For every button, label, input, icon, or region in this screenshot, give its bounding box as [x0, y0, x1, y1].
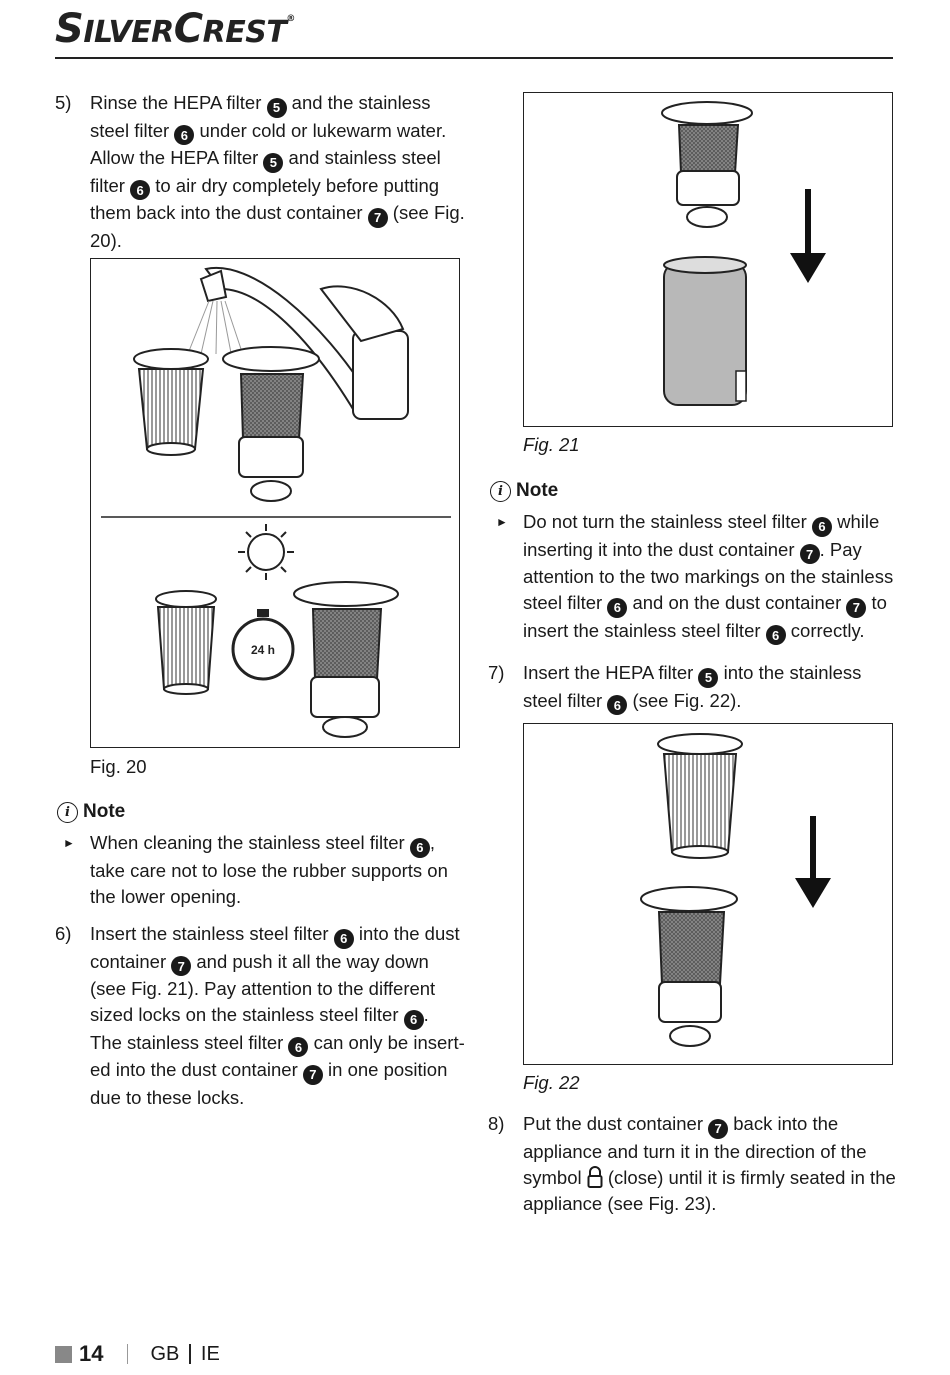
brand-letter: S [55, 6, 84, 52]
timer-label: 24 h [250, 643, 276, 657]
step-text: Put the dust container 7 back into the appliance and turn it in the direction of the symbol (close) until it is firmly seated in the appliance (see Fig. 23). [523, 1113, 896, 1214]
part-number-badge: 7 [708, 1119, 728, 1139]
step-5 [55, 90, 465, 254]
page-number: 14 [79, 1341, 104, 1366]
part-number-badge: 7 [303, 1065, 323, 1085]
brand-letter: C [173, 6, 203, 52]
part-number-badge: 6 [410, 838, 430, 858]
brand-letters: ILVER [83, 15, 174, 50]
part-number-badge: 7 [846, 598, 866, 618]
step-number: 8) [488, 1113, 505, 1134]
step-number: 7) [488, 662, 505, 683]
header-divider [55, 57, 893, 59]
info-icon: i [490, 481, 511, 502]
note-bullet [55, 830, 465, 910]
part-number-badge: 6 [812, 517, 832, 537]
footer-divider [127, 1344, 128, 1364]
triangle-bullet-icon: ► [63, 836, 75, 850]
registered-mark: ® [286, 14, 295, 24]
fig21-caption: Fig. 21 [523, 434, 580, 455]
step-number: 5) [55, 92, 72, 113]
part-number-badge: 7 [171, 956, 191, 976]
part-number-badge: 6 [766, 625, 786, 645]
brand-letters: REST [202, 15, 287, 50]
note-bullet [488, 509, 898, 645]
part-number-badge: 5 [263, 153, 283, 173]
step-text: Rinse the HEPA filter 5 and the stainless steel filter 6 under cold or lukewarm water. Allow the HEPA filter 5 and stainless steel filter 6 to air dry completely before putting them back into the dust container 7 (see Fig. 20). [90, 92, 465, 251]
note-heading [490, 480, 558, 502]
fig22-caption: Fig. 22 [523, 1072, 580, 1093]
arrow-down-icon [795, 816, 831, 908]
lock-icon [587, 1166, 603, 1188]
stopwatch-icon [233, 609, 293, 679]
part-number-badge: 5 [267, 98, 287, 118]
bullet-text: Do not turn the stainless steel filter 6 while inserting it into the dust container 7 . Pay attention to the two markings on the stainless steel filter 6 and on the dust container 7 to insert the stainless steel filter 6 correctly. [523, 509, 898, 645]
figure-21 [523, 92, 893, 427]
note-title: Note [516, 480, 559, 501]
step-7 [488, 660, 898, 715]
step-8 [488, 1111, 898, 1217]
hepa-filter-wet [134, 349, 208, 455]
part-number-badge: 7 [800, 544, 820, 564]
part-number-badge: 6 [288, 1037, 308, 1057]
faucet-drawing [201, 268, 408, 419]
figure-20 [90, 258, 460, 748]
step-text: Insert the HEPA filter 5 into the stainless steel filter 6 (see Fig. 22). [523, 660, 898, 715]
info-icon: i [57, 802, 78, 823]
steel-filter-wet [223, 347, 319, 501]
language-code: IE [200, 1342, 220, 1365]
part-number-badge: 6 [174, 125, 194, 145]
part-number-badge: 5 [698, 668, 718, 688]
figure-22 [523, 723, 893, 1065]
sun-icon [238, 524, 294, 580]
note-heading [57, 801, 125, 823]
steel-filter-drawing [641, 887, 737, 1046]
language-code: GB [150, 1342, 180, 1365]
step-6 [55, 921, 465, 1111]
brand-logo [55, 6, 295, 52]
footer-square [55, 1346, 72, 1363]
arrow-down-icon [790, 189, 826, 283]
part-number-badge: 6 [130, 180, 150, 200]
part-number-badge: 6 [607, 598, 627, 618]
part-number-badge: 6 [607, 695, 627, 715]
part-number-badge: 7 [368, 208, 388, 228]
note-title: Note [83, 801, 126, 822]
fig20-illustration [91, 259, 458, 746]
fig22-illustration [524, 724, 891, 1063]
dust-container-drawing [664, 257, 746, 405]
hepa-filter-drawing [658, 734, 742, 858]
step-number: 6) [55, 923, 72, 944]
bullet-text: When cleaning the stainless steel filter 6 , take care not to lose the rubber supports on the lower opening. [90, 832, 448, 907]
fig21-illustration [524, 93, 891, 425]
step-text: Insert the stainless steel filter 6 into the dust container 7 and push it all the way down (see Fig. 21). Pay attention to the different sized locks on the stainless steel filter 6 . The stainless steel filter 6 can only be insert-ed into the dust container 7 in one position due to these locks. [90, 923, 465, 1108]
steel-filter-dry [294, 582, 398, 737]
triangle-bullet-icon: ► [496, 515, 508, 529]
steel-filter-drawing [662, 102, 752, 227]
footer-divider [189, 1344, 191, 1364]
part-number-badge: 6 [334, 929, 354, 949]
fig20-caption: Fig. 20 [90, 756, 147, 777]
hepa-filter-dry [156, 591, 216, 694]
part-number-badge: 6 [404, 1010, 424, 1030]
page-footer [55, 1341, 220, 1367]
